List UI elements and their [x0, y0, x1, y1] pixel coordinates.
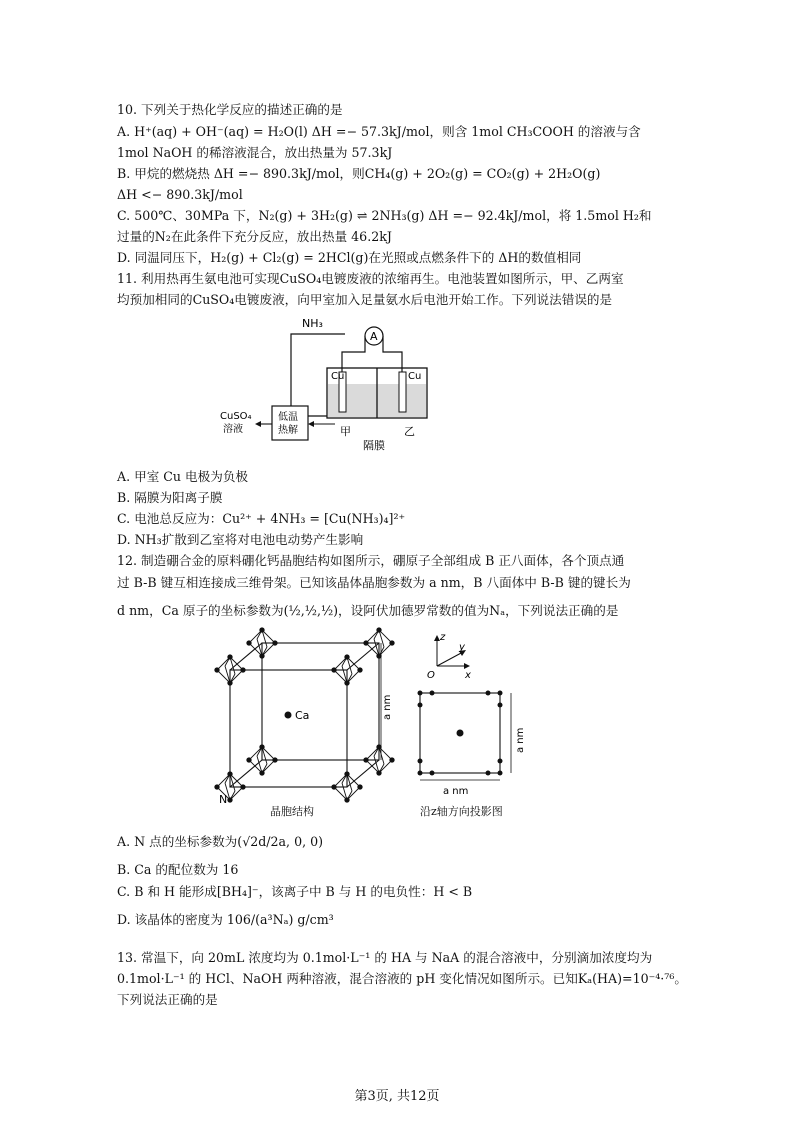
boron-atom: [260, 628, 264, 632]
height-label: a nm: [382, 694, 393, 720]
boron-atom: [390, 641, 394, 645]
cu-right-label: Cu: [408, 371, 422, 382]
chamber-jia-label: 甲: [340, 425, 351, 438]
boron-atom: [345, 655, 349, 659]
cu-left-label: Cu: [331, 371, 345, 382]
projection-width-label: a nm: [443, 786, 469, 797]
q11-stem-line2: 均预加相同的CuSO₄电镀废液，向甲室加入足量氨水后电池开始工作。下列说法错误的是: [117, 292, 613, 307]
box-label-2: 热解: [278, 425, 298, 436]
q10-option-b-line2: ΔH <− 890.3kJ/mol: [117, 187, 243, 202]
axis-x-label: x: [465, 670, 471, 681]
projection-boron-atom: [418, 759, 423, 764]
projection-boron-atom: [418, 771, 423, 776]
boron-atom: [364, 641, 368, 645]
projection-boron-atom: [418, 691, 423, 696]
projection-boron-atom: [498, 771, 503, 776]
q12-stem-line1: 12. 制造硼合金的原料硼化钙晶胞结构如图所示，硼原子全部组成 B 正八面体，各个顶点通: [117, 553, 625, 568]
q12-stem-line2: 过 B-B 键互相连接成三维骨架。已知该晶体晶胞参数为 a nm，B 八面体中 B-B 键的键长为: [117, 575, 631, 590]
q12-option-d: D. 该晶体的密度为 106/(a³Nₐ) g/cm³: [117, 912, 334, 927]
boron-atom: [377, 628, 381, 632]
membrane-label: 隔膜: [363, 439, 385, 452]
boron-atom: [215, 668, 219, 672]
boron-atom: [377, 771, 381, 775]
projection-boron-atom: [498, 691, 503, 696]
q11-stem-line1: 11. 利用热再生氨电池可实现CuSO₄电镀废液的浓缩再生。电池装置如图所示，甲、乙两室: [117, 271, 624, 286]
caption-cell: 晶胞结构: [270, 805, 314, 818]
boron-atom: [358, 785, 362, 789]
cuso4-label-1: CuSO₄: [220, 411, 252, 422]
projection-boron-atom: [486, 771, 491, 776]
projection-figure: [415, 628, 535, 808]
boron-atom: [364, 758, 368, 762]
q10-option-c-line2: 过量的N₂在此条件下充分反应，放出热量 46.2kJ: [117, 229, 392, 244]
q13-stem-line3: 下列说法正确的是: [117, 992, 218, 1007]
ammeter-label: A: [370, 330, 378, 343]
boron-atom: [228, 798, 232, 802]
boron-atom: [241, 785, 245, 789]
q10-stem: 10. 下列关于热化学反应的描述正确的是: [117, 102, 343, 117]
q12-option-a: A. N 点的坐标参数为(√2d/2a, 0, 0): [117, 834, 324, 849]
ca-atom: [285, 712, 292, 719]
boron-atom: [377, 654, 381, 658]
page-footer: 第3页, 共12页: [354, 1089, 440, 1104]
boron-atom: [345, 798, 349, 802]
boron-atom: [358, 668, 362, 672]
projection-boron-atom: [486, 691, 491, 696]
boron-atom: [260, 654, 264, 658]
caption-projection: 沿z轴方向投影图: [420, 805, 503, 818]
q11-option-a: A. 甲室 Cu 电极为负极: [117, 469, 249, 484]
q12-option-c: C. B 和 H 能形成[BH₄]⁻，该离子中 B 与 H 的电负性：H < B: [117, 884, 473, 899]
q11-option-b: B. 隔膜为阳离子膜: [117, 490, 223, 505]
battery-apparatus-figure: [215, 312, 455, 457]
n-point-label: N: [219, 793, 228, 806]
projection-boron-atom: [430, 771, 435, 776]
q13-stem-line2: 0.1mol·L⁻¹ 的 HCl、NaOH 两种溶液，混合溶液的 pH 变化情况如图所示。已知Kₐ(HA)=10⁻⁴·⁷⁶。: [117, 971, 687, 986]
q10-option-d: D. 同温同压下，H₂(g) + Cl₂(g) = 2HCl(g)在光照或点燃条件下的 ΔH的数值相同: [117, 250, 582, 265]
cuso4-label-2: 溶液: [223, 424, 243, 435]
axis-y-label: y: [459, 642, 465, 653]
q10-option-b-line1: B. 甲烷的燃烧热 ΔH =− 890.3kJ/mol，则CH₄(g) + 2O₂(g) = CO₂(g) + 2H₂O(g): [117, 166, 601, 181]
boron-atom: [273, 758, 277, 762]
ca-label: Ca: [295, 709, 310, 722]
projection-boron-atom: [498, 703, 503, 708]
boron-atom: [345, 681, 349, 685]
boron-atom: [260, 771, 264, 775]
projection-boron-atom: [418, 703, 423, 708]
projection-boron-atom: [430, 691, 435, 696]
boron-atom: [228, 772, 232, 776]
boron-atom: [228, 655, 232, 659]
q12-stem-line3: d nm，Ca 原子的坐标参数为(½,½,½)，设阿伏加德罗常数的值为Nₐ，下列说法正确的是: [117, 603, 619, 618]
boron-atom: [260, 745, 264, 749]
crystal-cell-figure: [205, 625, 395, 820]
q11-option-d: D. NH₃扩散到乙室将对电池电动势产生影响: [117, 532, 364, 547]
projection-boron-atom: [498, 759, 503, 764]
q12-option-b: B. Ca 的配位数为 16: [117, 862, 239, 877]
boron-atom: [332, 785, 336, 789]
boron-atom: [247, 641, 251, 645]
q13-stem-line1: 13. 常温下，向 20mL 浓度均为 0.1mol·L⁻¹ 的 HA 与 NaA 的混合溶液中，分别滴加浓度均为: [117, 950, 653, 965]
boron-atom: [247, 758, 251, 762]
boron-atom: [241, 668, 245, 672]
boron-atom: [390, 758, 394, 762]
boron-atom: [377, 745, 381, 749]
axis-origin-label: O: [427, 670, 435, 681]
axis-z-label: z: [440, 632, 446, 643]
boron-atom: [345, 772, 349, 776]
boron-atom: [228, 681, 232, 685]
chamber-yi-label: 乙: [404, 425, 415, 438]
projection-height-label: a nm: [515, 727, 526, 753]
boron-atom: [273, 641, 277, 645]
boron-atom: [215, 785, 219, 789]
nh3-label: NH₃: [302, 317, 323, 330]
q10-option-a-line1: A. H⁺(aq) + OH⁻(aq) = H₂O(l) ΔH =− 57.3kJ/mol，则含 1mol CH₃COOH 的溶液与含: [117, 124, 641, 139]
boron-atom: [332, 668, 336, 672]
q10-option-c-line1: C. 500℃、30MPa 下，N₂(g) + 3H₂(g) ⇌ 2NH₃(g) ΔH =− 92.4kJ/mol，将 1.5mol H₂和: [117, 208, 652, 223]
q11-option-c: C. 电池总反应为：Cu²⁺ + 4NH₃ = [Cu(NH₃)₄]²⁺: [117, 511, 406, 526]
q10-option-a-line2: 1mol NaOH 的稀溶液混合，放出热量为 57.3kJ: [117, 145, 393, 160]
box-label-1: 低温: [278, 412, 298, 423]
